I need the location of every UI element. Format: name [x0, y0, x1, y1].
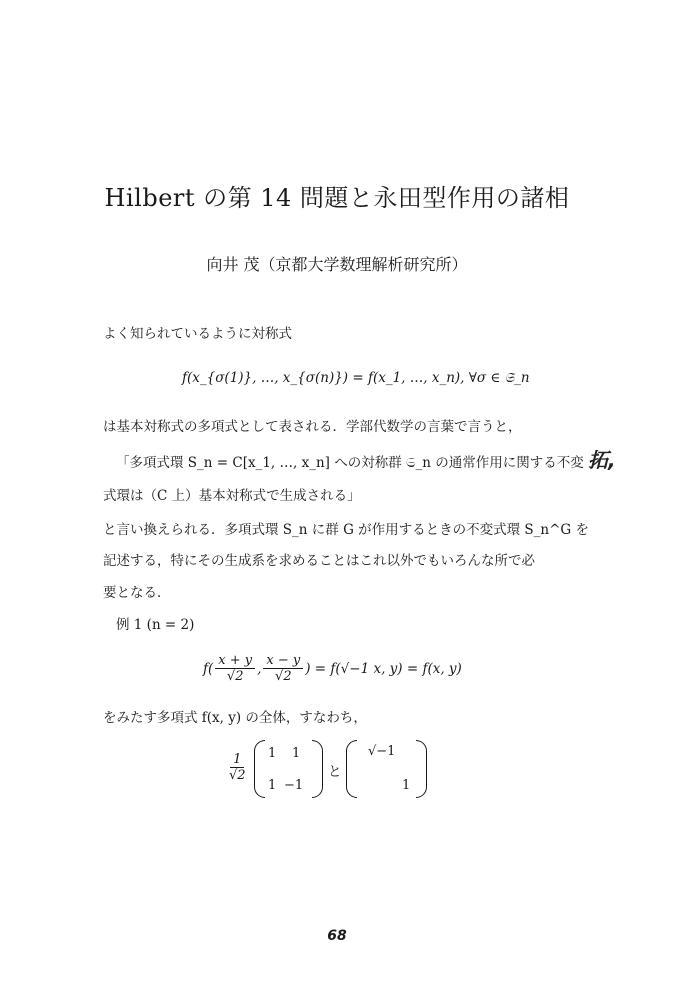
intro-text: よく知られているように対称式 — [103, 326, 292, 342]
formula-comma: , — [257, 660, 262, 677]
matrix-1-cell-11: 1 — [268, 746, 277, 761]
fraction-1-denominator: √2 — [226, 669, 244, 684]
fraction-2-denominator: √2 — [275, 669, 292, 684]
formula-prefix: f( — [203, 660, 214, 677]
coefficient-fraction — [226, 752, 249, 783]
paragraph-4-line-1: と言い換えられる．多項式環 S_n に群 G が作用するときの不変式環 S_n^G を — [103, 522, 590, 538]
paragraph-5: をみたす多項式 f(x, y) の全体，すなわち， — [103, 710, 367, 726]
fraction-2-numerator: x − y — [263, 653, 303, 669]
matrix-1-right-paren — [312, 740, 323, 798]
matrix-1-cell-21: 1 — [268, 778, 277, 793]
symmetric-formula: f(x_{σ(1)}, …, x_{σ(n)}) = f(x_1, …, x_n), ∀σ ∈ 𝔖_n — [182, 370, 530, 386]
paragraph-4-line-3: 要となる． — [103, 585, 171, 601]
matrix-1-cell-22: −1 — [284, 778, 304, 793]
coefficient-denominator: √2 — [229, 768, 246, 783]
fraction-1-numerator: x + y — [215, 653, 255, 669]
matrix-coefficient — [226, 752, 249, 783]
handwritten-margin-note: 拓, — [588, 448, 616, 472]
matrix-2-cell-22: 1 — [402, 778, 411, 793]
matrix-1-cell-12: 1 — [292, 746, 301, 761]
paragraph-2: は基本対称式の多項式として表される．学部代数学の言葉で言うと， — [103, 419, 522, 435]
paragraph-3-line-2: 式環は（C 上）基本対称式で生成される」 — [103, 488, 361, 504]
page-number: 68 — [327, 928, 347, 944]
example-formula — [203, 653, 462, 684]
matrix-2-right-paren — [416, 740, 427, 798]
formula-suffix: ) = f(√−1 x, y) = f(x, y) — [305, 660, 462, 677]
matrix-1 — [254, 740, 324, 798]
matrix-2-cell-11: √−1 — [368, 744, 396, 759]
author-line: 向井 茂（京都大学数理解析研究所） — [206, 255, 468, 274]
matrix-2 — [346, 740, 428, 798]
coefficient-numerator: 1 — [230, 752, 244, 768]
fraction-2 — [263, 653, 303, 684]
paragraph-4-line-2: 記述する，特にその生成系を求めることはこれ以外でもいろんな所で必 — [103, 553, 535, 569]
paper-title: Hilbert の第 14 問題と永田型作用の諸相 — [104, 184, 570, 212]
example-heading: 例 1 (n = 2) — [116, 617, 195, 633]
matrix-1-left-paren — [254, 740, 265, 798]
paragraph-3-line-1: 「多項式環 S_n = C[x_1, …, x_n] への対称群 𝔖_n の通常作用に関する不変 — [116, 455, 584, 471]
fraction-1 — [215, 653, 255, 684]
matrix-2-left-paren — [346, 740, 357, 798]
matrix-conjunction: と — [328, 764, 342, 780]
